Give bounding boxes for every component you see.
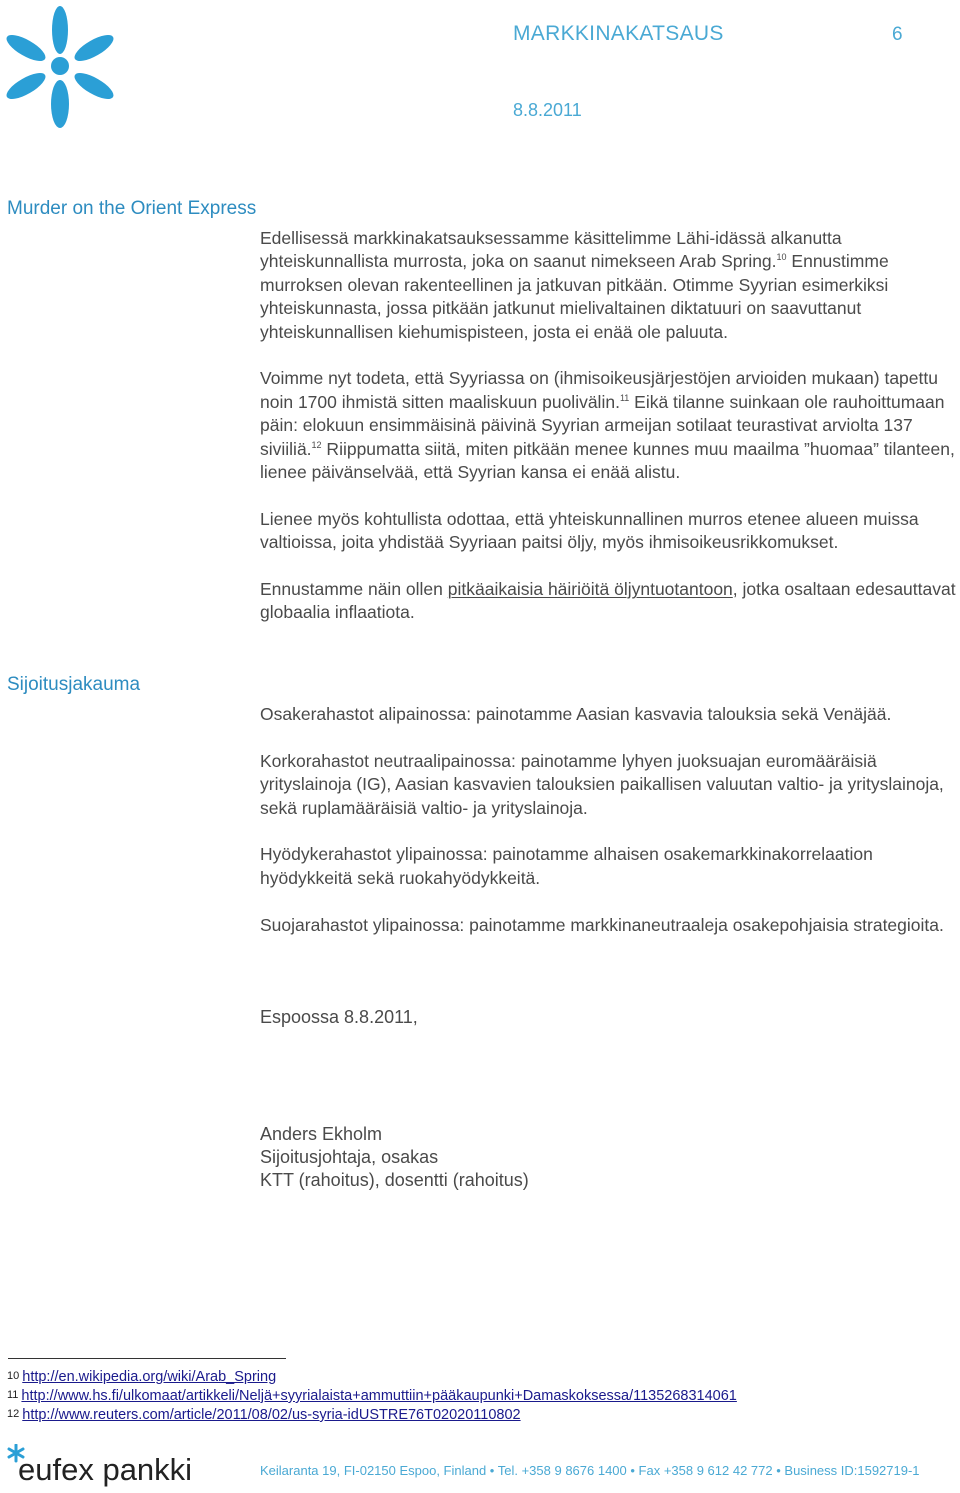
paragraph-text: Ennustimme murroksen olevan rakenteellinen ja jatkuvan pitkään. Otimme Syyrian esimerkiksi yhteiskunnasta, jossa pitkään jatkunut mielivaltainen diktatuuri on saavuttanut yhteiskunnallisen kiehumispisteen, josta ei enää ole paluuta.	[260, 251, 889, 342]
footnote-number: 11	[7, 1389, 19, 1401]
footnote-link[interactable]: http://www.reuters.com/article/2011/08/02/us-syria-idUSTRE76T02020110802	[22, 1407, 521, 1423]
section-heading-allocation: Sijoitusjakauma	[7, 674, 141, 695]
paragraph	[260, 227, 960, 344]
paragraph: Korkorahastot neutraalipainossa: painotamme lyhyen juoksuajan euromääräisiä yrityslainoja (IG), Aasian kasvavien talouksien paikallisen valuutan valtio- ja yrityslainoja, sekä ruplamääräisiä valtio- ja yrityslainoja.	[260, 750, 944, 818]
underlined-phrase: pitkäaikaisia häiriöitä öljyntuotantoon	[447, 579, 733, 600]
paragraph-text: Voimme nyt todeta, että Syyriassa on (ihmisoikeusjärjestöjen arvioiden mukaan) tapettu noin 1700 ihmistä sitten maaliskuun puolivälin.	[260, 368, 938, 412]
paragraph-text: Ennustamme näin ollen	[260, 579, 448, 600]
paragraph: Suojarahastot ylipainossa: painotamme markkinaneutraaleja osakepohjaisia strategioita.	[260, 914, 944, 935]
page-number: 6	[892, 24, 903, 45]
document-date: 8.8.2011	[513, 100, 582, 120]
footnote-divider	[8, 1358, 286, 1359]
blue-flower-logo-icon	[2, 2, 120, 130]
footer-contact: Keilaranta 19, FI-02150 Espoo, Finland • Tel. +358 9 8676 1400 • Fax +358 9 612 42 772 • Business ID:1592719-1	[260, 1463, 920, 1478]
paragraph	[260, 367, 960, 484]
paragraph: Lienee myös kohtullista odottaa, että yhteiskunnallinen murros etenee alueen muissa valtioissa, joita yhdistää Syyriaan paitsi öljy, myös ihmisoikeusrikkomukset.	[260, 508, 919, 553]
footnote	[7, 1369, 276, 1385]
footnote-ref[interactable]: 11	[619, 393, 630, 403]
signer-role: Sijoitusjohtaja, osakas	[260, 1147, 439, 1168]
paragraph-text: Eikä tilanne suinkaan ole rauhoittumaan päin: elokuun ensimmäisinä päivinä Syyrian armeijan sotilaat teurastivat arviolta 137 siviiliä.	[260, 391, 945, 459]
murder-section-body	[260, 227, 960, 625]
signer-name: Anders Ekholm	[260, 1124, 383, 1144]
paragraph: Hyödykerahastot ylipainossa: painotamme alhaisen osakemarkkinakorrelaation hyödykkeitä sekä ruokahyödykkeitä.	[260, 844, 873, 888]
footnote	[7, 1388, 737, 1404]
allocation-section-body	[260, 703, 960, 937]
footnote	[7, 1407, 521, 1423]
footnote-ref[interactable]: 10	[776, 252, 787, 263]
paragraph	[260, 578, 960, 625]
footnote-ref[interactable]: 12	[311, 439, 322, 450]
signer-degree: KTT (rahoitus), dosentti (rahoitus)	[260, 1170, 529, 1191]
section-heading-murder: Murder on the Orient Express	[7, 198, 257, 219]
place-date: Espoossa 8.8.2011,	[260, 1007, 418, 1027]
footnote-number: 10	[7, 1370, 20, 1382]
footer-logo-text: eufex pankki	[18, 1452, 193, 1487]
footnote-number: 12	[7, 1408, 20, 1420]
footnote-link[interactable]: http://www.hs.fi/ulkomaat/artikkeli/Neljä+syyrialaista+ammuttiin+pääkaupunki+Damaskoksessa/1135268314061	[21, 1388, 737, 1404]
document-title: MARKKINAKATSAUS	[513, 22, 724, 45]
paragraph: Osakerahastot alipainossa: painotamme Aasian kasvavia talouksia sekä Venäjää.	[260, 704, 892, 724]
paragraph-text: Riippumatta siitä, miten pitkään menee kunnes muu maailma ”huomaa” tilanteen, lienee päivänselvää, että Syyrian kansa ei enää alistu.	[260, 438, 955, 483]
signature-block	[260, 1123, 529, 1193]
footer-logo	[6, 1444, 206, 1493]
paragraph-text: Edellisessä markkinakatsauksessamme käsittelimme Lähi-idässä alkanutta yhteiskunnallista murrosta, joka on saanut nimekseen Arab Spring.	[260, 228, 842, 272]
asterisk-logo-icon	[6, 1444, 206, 1488]
paragraph-text: , jotka osaltaan edesauttavat globaalia inflaatiota.	[260, 579, 956, 623]
footnote-link[interactable]: http://en.wikipedia.org/wiki/Arab_Spring	[22, 1369, 277, 1385]
